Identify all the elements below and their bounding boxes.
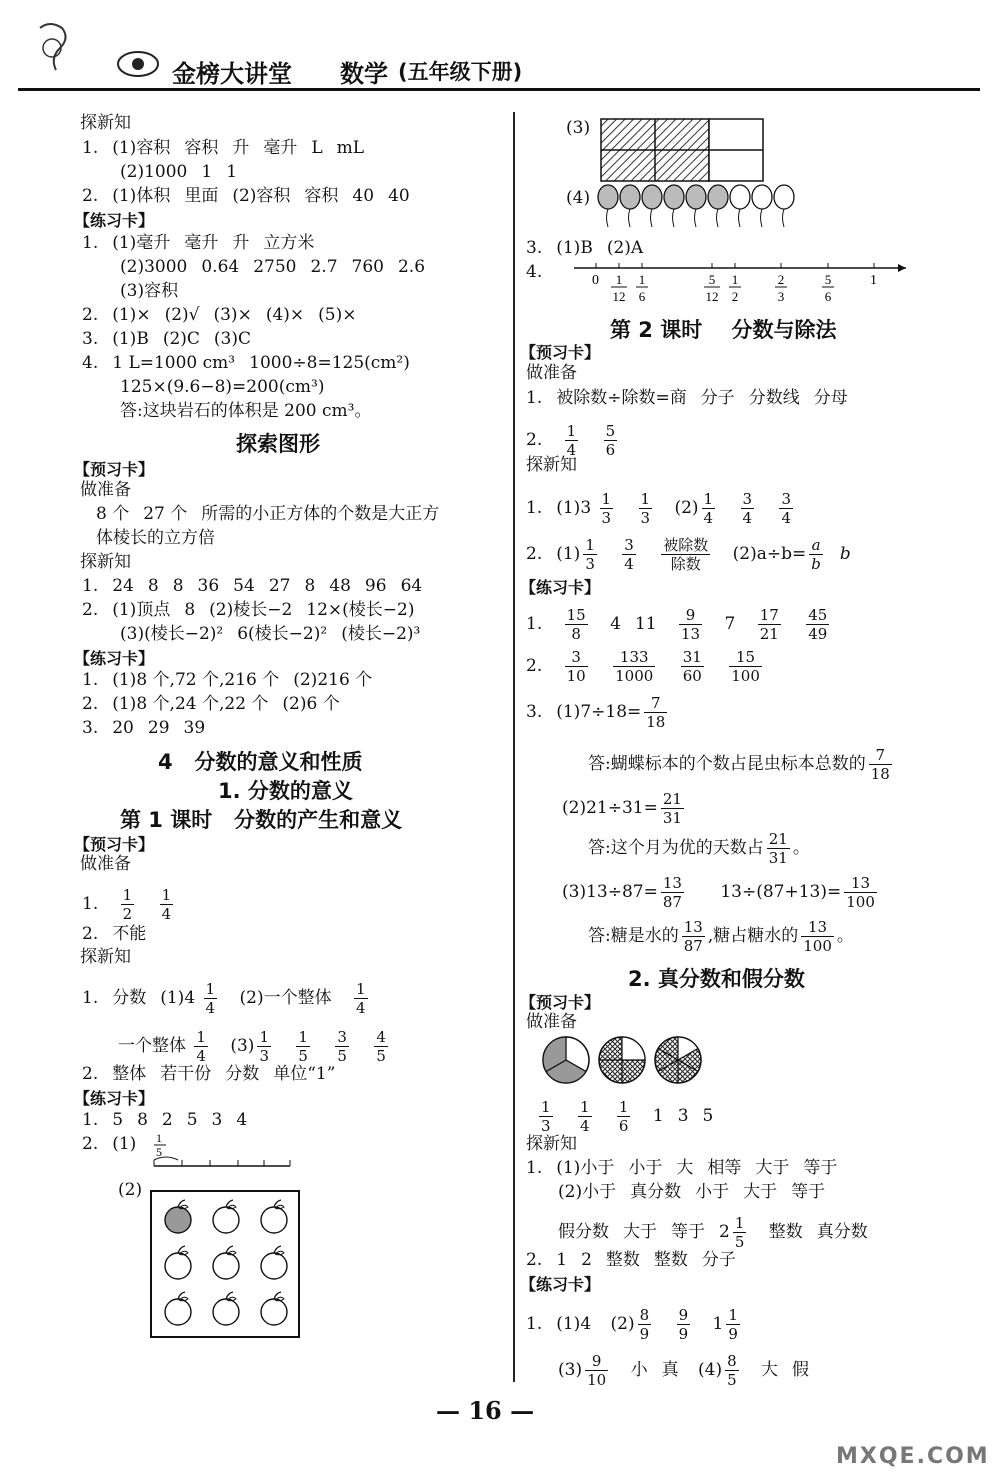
segment-diagram	[150, 1130, 300, 1174]
chapter-heading: 4 分数的意义和性质	[158, 750, 363, 774]
answer-line: $\frac{1}{3}$ $\frac{1}{4}$ $\frac{1}{6}$ 1 3 5	[541, 1098, 714, 1135]
pie-diagram	[543, 1037, 589, 1083]
fraction: $\frac{8}{9}$	[639, 1306, 650, 1343]
fraction: $\frac{1}{4}$	[161, 886, 172, 923]
fraction: $\frac{1}{4}$	[205, 980, 216, 1017]
answer-line: 3. (1)B (2)A	[526, 238, 644, 258]
answer-line: (2)1000 1 1	[120, 162, 238, 182]
page-number: — 16 —	[436, 1396, 535, 1425]
section-label: 探新知	[526, 455, 577, 475]
answer-line: (2)21÷31= $\frac{21}{31}$	[562, 790, 682, 827]
answer-line: 1. 24 8 8 36 54 27 8 48 96 64	[82, 576, 423, 596]
fraction: $\frac{15}{8}$	[566, 606, 586, 643]
svg-text:2: 2	[777, 272, 785, 287]
card-tag: 【练习卡】	[520, 1275, 601, 1294]
answer-line: 3. 20 29 39	[82, 718, 206, 738]
fraction: $\frac{1}{9}$	[728, 1306, 738, 1343]
fraction: $\frac{31}{60}$	[682, 648, 702, 685]
balloon-icon	[620, 185, 640, 227]
lesson-heading: 第 1 课时 分数的产生和意义	[120, 808, 403, 832]
answer-line: (4)	[566, 188, 591, 208]
answer-line: 假分数 大于 等于 2 $\frac{1}{5}$ 整数 真分数	[558, 1214, 868, 1251]
svg-text:12: 12	[612, 289, 626, 304]
fraction: $\frac{3}{4}$	[624, 536, 634, 573]
fraction: $\frac{1}{3}$	[541, 1098, 551, 1135]
fraction: $\frac{1}{4}$	[566, 422, 577, 459]
section-heading: 1. 分数的意义	[218, 779, 353, 803]
svg-text:1: 1	[615, 272, 623, 287]
answer-line: (3)(棱长−2)² 6(棱长−2)² (棱长−2)³	[120, 624, 421, 644]
answer-line: (3)13÷87= $\frac{13}{87}$ 13÷(87+13)= $\frac{13}{100}$	[562, 874, 875, 911]
rect-diagram	[600, 118, 764, 182]
section-label: 做准备	[80, 480, 131, 500]
header-brand: 金榜大讲堂	[172, 60, 292, 88]
balloon-icon	[708, 185, 728, 227]
answer-line: 3. (1)7÷18= $\frac{7}{18}$	[526, 694, 666, 731]
fraction: $\frac{1}{3}$	[601, 490, 612, 527]
answer-line: 1. (1)8 个,72 个,216 个 (2)216 个	[82, 670, 373, 690]
tick-fraction	[611, 263, 627, 304]
fraction: $\frac{13}{100}$	[846, 874, 875, 911]
tick-fraction	[822, 263, 834, 304]
card-tag: 【预习卡】	[74, 835, 155, 854]
svg-text:6: 6	[638, 289, 646, 304]
fraction: $\frac{3}{10}$	[566, 648, 586, 685]
lesson-heading: 第 2 课时 分数与除法	[610, 318, 837, 342]
balloon-icon	[752, 185, 772, 227]
fraction: $\frac{4}{5}$	[376, 1028, 386, 1065]
apple-diagram	[150, 1190, 300, 1338]
number-line	[570, 262, 910, 310]
section-label: 做准备	[80, 854, 131, 874]
tick-fraction	[636, 263, 648, 304]
card-tag: 【练习卡】	[74, 1089, 155, 1108]
circle-diagrams	[540, 1034, 710, 1086]
fraction: $\frac{21}{31}$	[662, 790, 682, 827]
section-label: 做准备	[526, 1012, 577, 1032]
fraction-label: 1	[156, 1131, 162, 1145]
balloon-icon	[774, 185, 794, 227]
fraction: $\frac{9}{13}$	[681, 606, 701, 643]
answer-line: (2)	[118, 1180, 143, 1200]
section-label: 探新知	[80, 113, 131, 133]
answer-line: 1. (1)容积 容积 升 毫升 L mL	[82, 138, 365, 158]
svg-text:5: 5	[824, 272, 832, 287]
fraction: $\frac{7}{18}$	[646, 694, 666, 731]
fraction: $\frac{9}{9}$	[678, 1306, 689, 1343]
card-tag: 【练习卡】	[520, 578, 601, 597]
fraction: $\frac{45}{49}$	[808, 606, 828, 643]
answer-line: 1. $\frac{1}{2}$ $\frac{1}{4}$	[82, 886, 172, 923]
header-logo	[20, 18, 160, 80]
pie-diagram	[655, 1037, 701, 1083]
fraction: $\frac{1}{4}$	[196, 1028, 206, 1065]
section-label: 做准备	[526, 363, 577, 383]
svg-text:1: 1	[638, 272, 646, 287]
fraction: $\frac{3}{4}$	[781, 490, 791, 527]
fraction: $\frac{3}{4}$	[742, 490, 753, 527]
fraction: $\frac{1}{5}$	[734, 1214, 745, 1251]
header-rule	[18, 88, 980, 91]
fraction: $\frac{13}{87}$	[683, 918, 703, 955]
tick-fraction	[729, 263, 741, 304]
answer-line: 1. (1)3 $\frac{1}{3}$ $\frac{1}{3}$ (2) $\frac{1}{4}$ $\frac{3}{4}$ $\frac{3}{4}$	[526, 490, 791, 527]
section-heading: 探索图形	[236, 432, 320, 456]
fraction: $\frac{7}{18}$	[870, 746, 890, 783]
answer-line: (2)小于 真分数 小于 大于 等于	[558, 1182, 826, 1202]
svg-text:5: 5	[708, 272, 716, 287]
fraction: $\frac{15}{100}$	[731, 648, 760, 685]
watermark: MXQE.COM	[836, 1444, 990, 1469]
card-tag: 【预习卡】	[520, 993, 601, 1012]
fraction: $\frac{1}{3}$	[640, 490, 651, 527]
answer-line: 1. (1)毫升 毫升 升 立方米	[82, 233, 315, 253]
answer-line: 4.	[526, 262, 543, 282]
card-tag: 【练习卡】	[74, 649, 155, 668]
fraction: $\frac{8}{5}$	[727, 1352, 737, 1389]
fraction: $\frac{1}{4}$	[579, 1098, 590, 1135]
tick-fraction	[775, 263, 787, 304]
balloon-icon	[642, 185, 662, 227]
answer-line: 一个整体 $\frac{1}{4}$ (3) $\frac{1}{3}$ $\frac{1}{5}$ $\frac{3}{5}$ $\frac{4}{5}$	[118, 1028, 386, 1065]
fraction: $\frac{1}{4}$	[703, 490, 714, 527]
balloon-diagram	[596, 184, 806, 230]
tick-fraction	[704, 263, 720, 304]
fraction: $\frac{13}{87}$	[662, 874, 682, 911]
section-heading: 2. 真分数和假分数	[628, 967, 805, 991]
tick-label: 1	[870, 273, 877, 288]
answer-line: 2. (1)体积 里面 (2)容积 容积 40 40	[82, 186, 410, 206]
answer-line: 2. (1)顶点 8 (2)棱长−2 12×(棱长−2)	[82, 600, 415, 620]
balloon-icon	[664, 185, 684, 227]
fraction: $\frac{1}{4}$	[356, 980, 366, 1017]
answer-line: 答:这块岩石的体积是 200 cm³。	[120, 401, 372, 421]
answer-line: 1. (1)小于 小于 大 相等 大于 等于	[526, 1158, 838, 1178]
fraction: $\frac{13}{100}$	[803, 918, 832, 955]
fraction-label: 5	[156, 1145, 162, 1159]
fraction: $\frac{5}{6}$	[605, 422, 616, 459]
fraction: $\frac{9}{10}$	[587, 1352, 607, 1389]
fraction: $\frac{\text{被除数}}{\text{除数}}$	[663, 536, 709, 573]
answer-line: 2. 不能	[82, 924, 147, 944]
answer-line: 1. 5 8 2 5 3 4	[82, 1110, 248, 1130]
section-label: 探新知	[80, 552, 131, 572]
pie-diagram	[599, 1037, 645, 1083]
fraction: $\frac{17}{21}$	[759, 606, 779, 643]
svg-text:12: 12	[705, 289, 719, 304]
answer-line: 3. (1)B (2)C (3)C	[82, 329, 251, 349]
answer-line: 1. $\frac{15}{8}$ 4 11 $\frac{9}{13}$ 7 $\frac{17}{21}$ $\frac{45}{49}$	[526, 606, 828, 643]
answer-line: 2. (1)	[82, 1134, 137, 1154]
answer-line: 2. (1) $\frac{1}{3}$ $\frac{3}{4}$ $\frac{\text{被除数}}{\text{除数}}$ (2)a÷b= $\frac{a}{b}$ b	[526, 536, 851, 573]
answer-line: 体棱长的立方倍	[96, 528, 215, 548]
answer-line: 4. 1 L=1000 cm³ 1000÷8=125(cm²)	[82, 353, 410, 373]
answer-line: (3) $\frac{9}{10}$ 小 真 (4) $\frac{8}{5}$ 大 假	[558, 1352, 810, 1389]
fraction: $\frac{3}{5}$	[337, 1028, 347, 1065]
tick-label: 0	[592, 273, 599, 288]
fraction: $\frac{133}{1000}$	[615, 648, 654, 685]
answer-line: 1. 分数 (1)4 $\frac{1}{4}$ (2)一个整体 $\frac{1}{4}$	[82, 980, 366, 1017]
answer-line: 1. 被除数÷除数=商 分子 分数线 分母	[526, 388, 848, 408]
svg-text:6: 6	[824, 289, 832, 304]
section-label: 探新知	[80, 947, 131, 967]
svg-text:3: 3	[777, 289, 785, 304]
svg-text:1: 1	[731, 272, 739, 287]
fraction: $\frac{a}{b}$	[811, 536, 821, 573]
answer-line: (2)3000 0.64 2750 2.7 760 2.6	[120, 257, 426, 277]
answer-line: (3)	[566, 118, 591, 138]
balloon-icon	[686, 185, 706, 227]
answer-line: 125×(9.6−8)=200(cm³)	[120, 377, 325, 397]
answer-line: 2. 整体 若干份 分数 单位“1”	[82, 1064, 336, 1084]
balloon-icon	[730, 185, 750, 227]
answer-line: 2. (1)8 个,24 个,22 个 (2)6 个	[82, 694, 340, 714]
fraction: $\frac{1}{3}$	[259, 1028, 269, 1065]
answer-line: 2. (1)× (2)√ (3)× (4)× (5)×	[82, 305, 357, 325]
fraction: $\frac{1}{3}$	[585, 536, 595, 573]
fraction: $\frac{21}{31}$	[768, 830, 788, 867]
answer-line: (3)容积	[120, 281, 179, 301]
answer-line: 2. $\frac{1}{4}$ $\frac{5}{6}$	[526, 422, 616, 459]
answer-line: 答:蝴蝶标本的个数占昆虫标本总数的 $\frac{7}{18}$	[588, 746, 890, 783]
header-subject: 数学	[340, 60, 388, 88]
fraction: $\frac{1}{6}$	[618, 1098, 629, 1135]
answer-line: 1. (1)4 (2) $\frac{8}{9}$ $\frac{9}{9}$ 1 $\frac{1}{9}$	[526, 1306, 738, 1343]
svg-text:2: 2	[731, 289, 739, 304]
answer-line: 8 个 27 个 所需的小正方体的个数是大正方	[96, 504, 440, 524]
answer-line: 答:这个月为优的天数占 $\frac{21}{31}$ 。	[588, 830, 810, 867]
header-grade: (五年级下册)	[398, 60, 523, 84]
card-tag: 【预习卡】	[74, 460, 155, 479]
fraction: $\frac{1}{5}$	[298, 1028, 308, 1065]
balloon-icon	[598, 185, 618, 227]
section-label: 探新知	[526, 1134, 577, 1154]
answer-line: 答:糖是水的 $\frac{13}{87}$ ,糖占糖水的 $\frac{13}{100}$ 。	[588, 918, 854, 955]
answer-line: 2. $\frac{3}{10}$ $\frac{133}{1000}$ $\frac{31}{60}$ $\frac{15}{100}$	[526, 648, 760, 685]
fraction: $\frac{1}{2}$	[122, 886, 133, 923]
card-tag: 【练习卡】	[74, 211, 155, 230]
card-tag: 【预习卡】	[520, 343, 601, 362]
answer-line: 2. 1 2 整数 整数 分子	[526, 1250, 736, 1270]
column-divider	[513, 112, 515, 1382]
